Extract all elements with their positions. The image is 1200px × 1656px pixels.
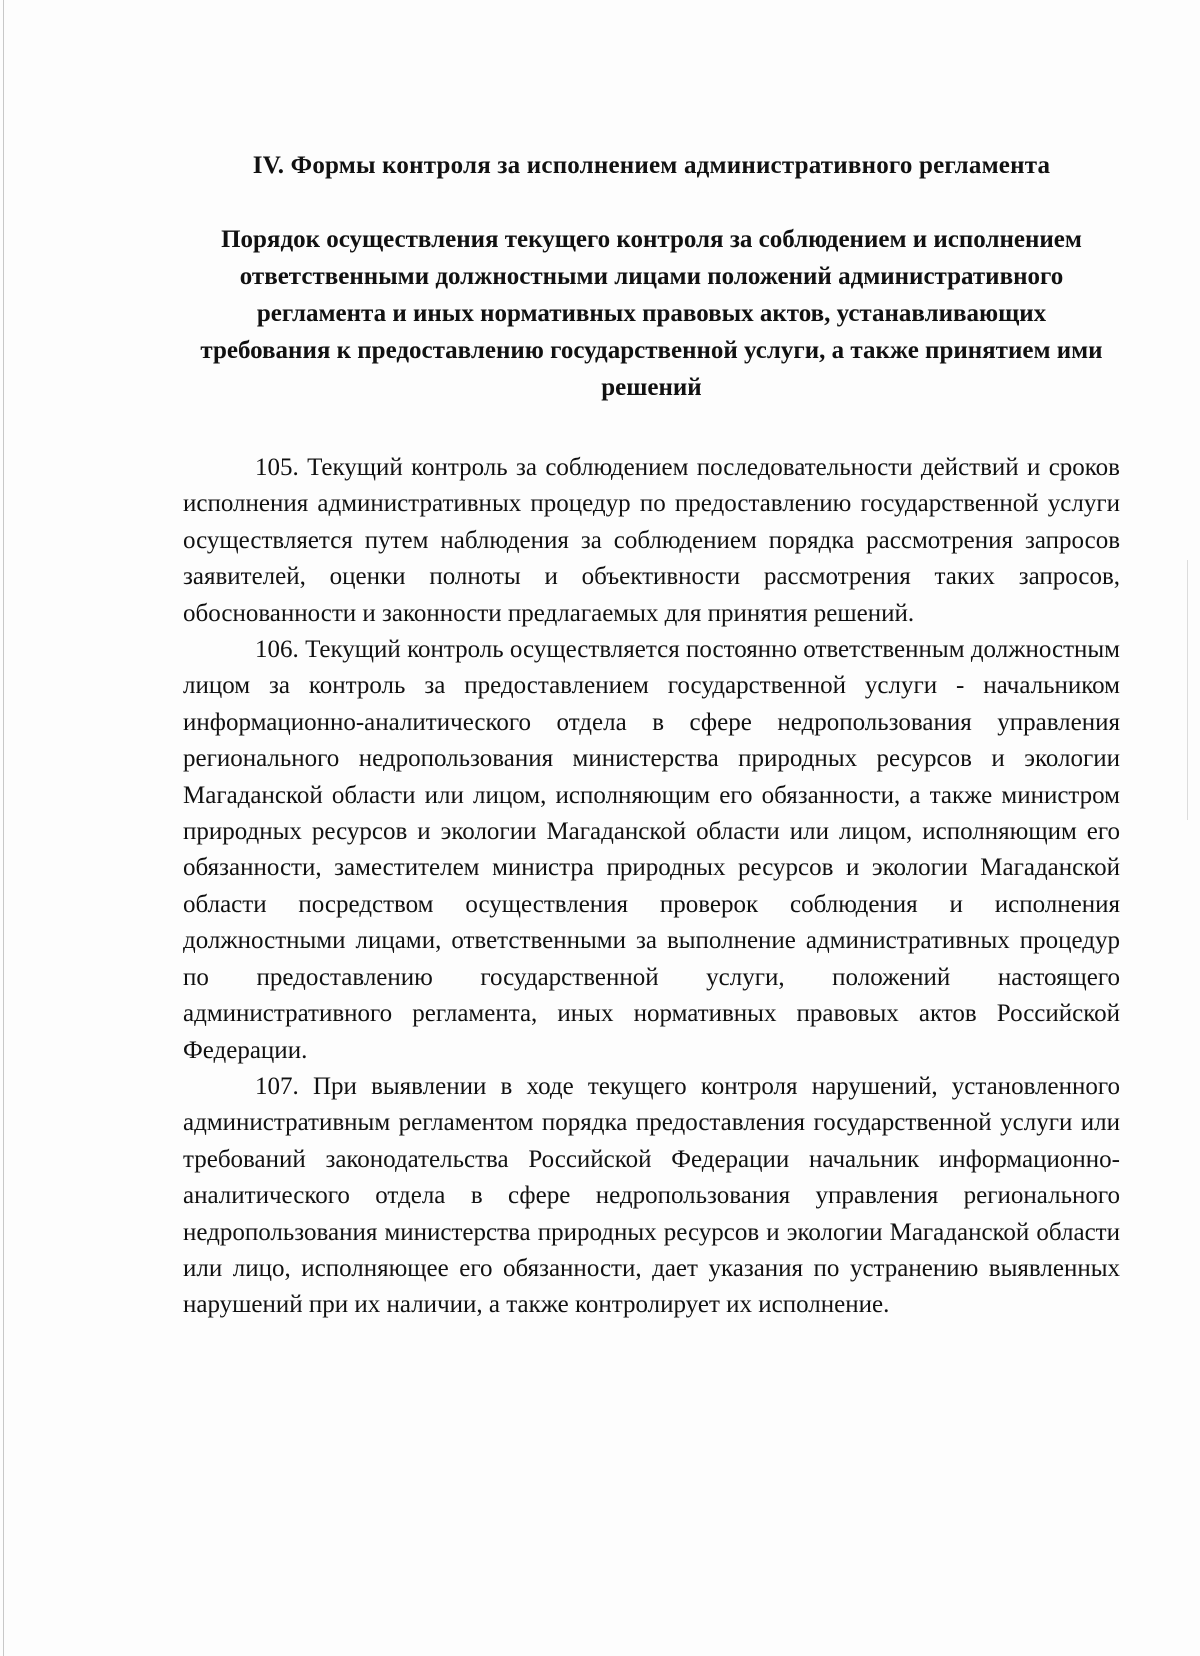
paragraph-list xyxy=(183,450,1120,1324)
section-title: IV. Формы контроля за исполнением административного регламента xyxy=(252,152,1051,179)
paragraph-107: 107. При выявлении в ходе текущего контроля нарушений, установленного административным регламентом порядка предоставления государственной услуги или требований законодательства Российской Федерации начальник информационно-аналитического отдела в сфере недропользования управления регионального недропользования министерства природных ресурсов и экологии Магаданской области или лицо, исполняющее его обязанности, дает указания по устранению выявленных нарушений при их наличии, а также контролирует их исполнение. xyxy=(183,1072,1120,1319)
paragraph-106: 106. Текущий контроль осуществляется постоянно ответственным должностным лицом за контроль за предоставлением государственной услуги - начальником информационно-аналитического отдела в сфере недропользования управления регионального недропользования министерства природных ресурсов и экологии Магаданской области или лицом, исполняющим его обязанности, а также министром природных ресурсов и экологии Магаданской области или лицом, исполняющим его обязанности, заместителем министра природных ресурсов и экологии Магаданской области посредством осуществления проверок соблюдения и исполнения должностными лицами, ответственными за выполнение административных процедур по предоставлению государственной услуги, положений настоящего административного регламента, иных нормативных правовых актов Российской Федерации. xyxy=(183,636,1120,1064)
scan-edge-right xyxy=(1187,560,1188,820)
scan-edge-left xyxy=(3,0,4,1656)
document-body xyxy=(183,150,1120,1324)
subsection-title: Порядок осуществления текущего контроля за соблюдением и исполнением ответственными должностными лицами положений административного регламента и иных нормативных правовых актов, устанавливающих требования к предоставлению государственной услуги, а также принятием ими решений xyxy=(200,226,1103,401)
paragraph-105: 105. Текущий контроль за соблюдением последовательности действий и сроков исполнения административных процедур по предоставлению государственной услуги осуществляется путем наблюдения за соблюдением порядка рассмотрения запросов заявителей, оценки полноты и объективности рассмотрения таких запросов, обоснованности и законности предлагаемых для принятия решений. xyxy=(183,454,1120,627)
